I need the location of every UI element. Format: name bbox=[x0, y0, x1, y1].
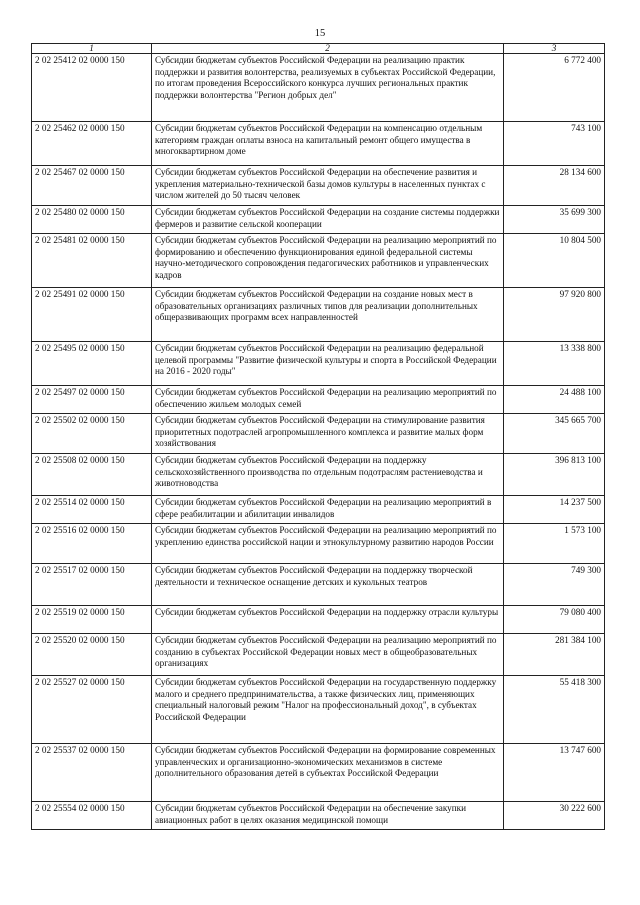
row-name: Субсидии бюджетам субъектов Российской Федерации на реализацию мероприятий по созданию в субъектах Российской Федерации новых мест в общеобразовательных организациях bbox=[152, 634, 504, 676]
row-amount: 13 747 600 bbox=[504, 744, 605, 802]
row-name: Субсидии бюджетам субъектов Российской Федерации на реализацию мероприятий по формированию и обеспечению функционирования единой федеральной системы научно-методического сопровождения педагогических работников и управленческих кадров bbox=[152, 234, 504, 288]
row-code: 2 02 25481 02 0000 150 bbox=[32, 234, 152, 288]
row-amount: 97 920 800 bbox=[504, 288, 605, 342]
row-code: 2 02 25502 02 0000 150 bbox=[32, 414, 152, 454]
row-name: Субсидии бюджетам субъектов Российской Федерации на компенсацию отдельным категориям граждан оплаты взноса на капитальный ремонт общего имущества в многоквартирном доме bbox=[152, 122, 504, 166]
row-amount: 281 384 100 bbox=[504, 634, 605, 676]
row-amount: 24 488 100 bbox=[504, 386, 605, 414]
table-row bbox=[32, 414, 605, 454]
table-row bbox=[32, 166, 605, 206]
table-row bbox=[32, 496, 605, 524]
table-row bbox=[32, 802, 605, 830]
table-row bbox=[32, 454, 605, 496]
row-name: Субсидии бюджетам субъектов Российской Федерации на реализацию федеральной целевой программы "Развитие физической культуры и спорта в Российской Федерации на 2016 - 2020 годы" bbox=[152, 342, 504, 386]
row-amount: 6 772 400 bbox=[504, 54, 605, 122]
row-code: 2 02 25462 02 0000 150 bbox=[32, 122, 152, 166]
row-amount: 79 080 400 bbox=[504, 606, 605, 634]
column-header-code: 1 bbox=[32, 44, 152, 54]
row-amount: 749 300 bbox=[504, 564, 605, 606]
row-name: Субсидии бюджетам субъектов Российской Федерации на реализацию практик поддержки и развития волонтерства, реализуемых в субъектах Российской Федерации, по итогам проведения Всероссийского конкурса лучших региональных практик поддержки волонтерства "Регион добрых дел" bbox=[152, 54, 504, 122]
row-code: 2 02 25495 02 0000 150 bbox=[32, 342, 152, 386]
row-code: 2 02 25516 02 0000 150 bbox=[32, 524, 152, 564]
row-name: Субсидии бюджетам субъектов Российской Федерации на обеспечение развития и укрепления материально-технической базы домов культуры в населенных пунктах с числом жителей до 50 тысяч человек bbox=[152, 166, 504, 206]
row-amount: 396 813 100 bbox=[504, 454, 605, 496]
table-row bbox=[32, 122, 605, 166]
row-code: 2 02 25527 02 0000 150 bbox=[32, 676, 152, 744]
row-name: Субсидии бюджетам субъектов Российской Федерации на реализацию мероприятий в сфере реабилитации и абилитации инвалидов bbox=[152, 496, 504, 524]
row-amount: 345 665 700 bbox=[504, 414, 605, 454]
row-amount: 1 573 100 bbox=[504, 524, 605, 564]
table-row bbox=[32, 524, 605, 564]
row-name: Субсидии бюджетам субъектов Российской Федерации на поддержку отрасли культуры bbox=[152, 606, 504, 634]
table-row bbox=[32, 206, 605, 234]
row-code: 2 02 25520 02 0000 150 bbox=[32, 634, 152, 676]
table-header-row bbox=[32, 44, 605, 54]
row-code: 2 02 25480 02 0000 150 bbox=[32, 206, 152, 234]
table-row bbox=[32, 634, 605, 676]
row-name: Субсидии бюджетам субъектов Российской Федерации на поддержку сельскохозяйственного производства по отдельным подотраслям растениеводства и животноводства bbox=[152, 454, 504, 496]
row-name: Субсидии бюджетам субъектов Российской Федерации на создание системы поддержки фермеров и развитие сельской кооперации bbox=[152, 206, 504, 234]
row-amount: 13 338 800 bbox=[504, 342, 605, 386]
column-header-amount: 3 bbox=[504, 44, 605, 54]
row-amount: 35 699 300 bbox=[504, 206, 605, 234]
row-code: 2 02 25519 02 0000 150 bbox=[32, 606, 152, 634]
budget-table bbox=[31, 43, 605, 830]
row-code: 2 02 25508 02 0000 150 bbox=[32, 454, 152, 496]
row-amount: 55 418 300 bbox=[504, 676, 605, 744]
table-row bbox=[32, 54, 605, 122]
table-row bbox=[32, 744, 605, 802]
row-code: 2 02 25497 02 0000 150 bbox=[32, 386, 152, 414]
row-name: Субсидии бюджетам субъектов Российской Федерации на поддержку творческой деятельности и техническое оснащение детских и кукольных театров bbox=[152, 564, 504, 606]
row-name: Субсидии бюджетам субъектов Российской Федерации на обеспечение закупки авиационных работ в целях оказания медицинской помощи bbox=[152, 802, 504, 830]
row-name: Субсидии бюджетам субъектов Российской Федерации на государственную поддержку малого и среднего предпринимательства, а также физических лиц, применяющих специальный налоговый режим "Налог на профессиональный доход", в субъектах Российской Федерации bbox=[152, 676, 504, 744]
row-amount: 28 134 600 bbox=[504, 166, 605, 206]
table-row bbox=[32, 676, 605, 744]
row-code: 2 02 25514 02 0000 150 bbox=[32, 496, 152, 524]
table-row bbox=[32, 342, 605, 386]
table-row bbox=[32, 288, 605, 342]
page-number: 15 bbox=[314, 28, 326, 39]
row-amount: 10 804 500 bbox=[504, 234, 605, 288]
row-code: 2 02 25467 02 0000 150 bbox=[32, 166, 152, 206]
row-name: Субсидии бюджетам субъектов Российской Федерации на формирование современных управленческих и организационно-экономических механизмов в системе дополнительного образования детей в субъектах Российской Федерации bbox=[152, 744, 504, 802]
row-name: Субсидии бюджетам субъектов Российской Федерации на реализацию мероприятий по укреплению единства российской нации и этнокультурному развитию народов России bbox=[152, 524, 504, 564]
row-code: 2 02 25554 02 0000 150 bbox=[32, 802, 152, 830]
row-amount: 30 222 600 bbox=[504, 802, 605, 830]
row-name: Субсидии бюджетам субъектов Российской Федерации на создание новых мест в образовательных организациях различных типов для реализации дополнительных общеразвивающих программ всех направленностей bbox=[152, 288, 504, 342]
row-code: 2 02 25537 02 0000 150 bbox=[32, 744, 152, 802]
row-amount: 14 237 500 bbox=[504, 496, 605, 524]
row-code: 2 02 25517 02 0000 150 bbox=[32, 564, 152, 606]
row-name: Субсидии бюджетам субъектов Российской Федерации на реализацию мероприятий по обеспечению жильем молодых семей bbox=[152, 386, 504, 414]
row-name: Субсидии бюджетам субъектов Российской Федерации на стимулирование развития приоритетных подотраслей агропромышленного комплекса и развитие малых форм хозяйствования bbox=[152, 414, 504, 454]
table-row bbox=[32, 234, 605, 288]
row-amount: 743 100 bbox=[504, 122, 605, 166]
row-code: 2 02 25491 02 0000 150 bbox=[32, 288, 152, 342]
table-row bbox=[32, 386, 605, 414]
table-row bbox=[32, 564, 605, 606]
column-header-name: 2 bbox=[152, 44, 504, 54]
table-row bbox=[32, 606, 605, 634]
row-code: 2 02 25412 02 0000 150 bbox=[32, 54, 152, 122]
